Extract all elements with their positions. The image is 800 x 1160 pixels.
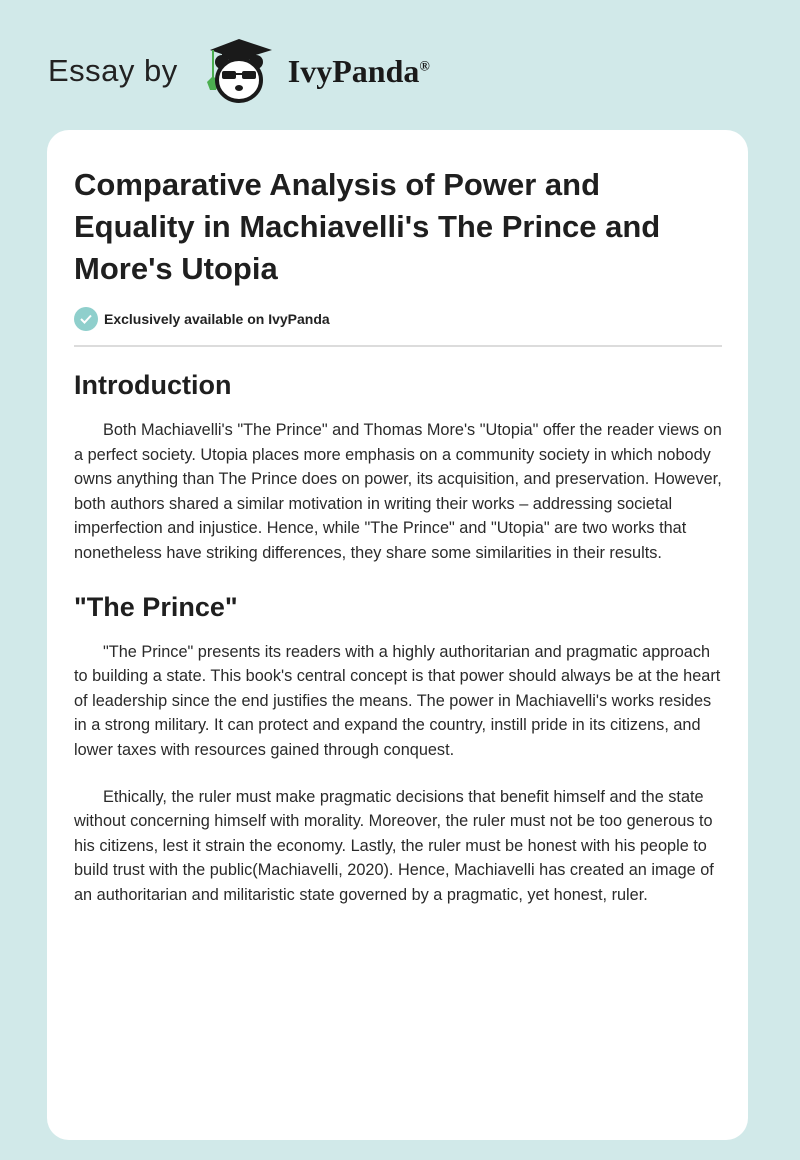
badge-label: Exclusively available on IvyPanda [104, 311, 330, 327]
divider [74, 345, 722, 347]
paragraph: Ethically, the ruler must make pragmatic decisions that benefit himself and the state without concerning himself with morality. Moreover, the ruler must not be too generous to his citizens, lest it strain the economy. Lastly, the ruler must be honest with his people to build trust with the public(Machiavelli, 2020). Hence, Machiavelli has created an image of an authoritarian and militaristic state governed by a pragmatic, yet honest, ruler. [74, 787, 714, 904]
section-heading: "The Prince" [74, 591, 238, 622]
ivypanda-logo-icon [196, 36, 282, 106]
exclusive-badge [74, 307, 330, 331]
essay-title: Comparative Analysis of Power and Equality in Machiavelli's The Prince and More's Utopia [74, 167, 661, 286]
section-heading: Introduction [74, 370, 232, 400]
paragraph: Both Machiavelli's "The Prince" and Thomas More's "Utopia" offer the reader views on a perfect society. Utopia places more emphasis on a community society in which nobody owns anything than The Prince does on power, its acquisition, and preservation. However, both authors shared a similar motivation in writing their works – addressing societal imperfection and injustice. Hence, while "The Prince" and "Utopia" are two works that nonetheless have striking differences, they share some similarities in their results. [74, 421, 722, 562]
essay-body [74, 366, 722, 930]
site-header [48, 36, 430, 106]
paragraph: "The Prince" presents its readers with a highly authoritarian and pragmatic approach to building a state. This book's central concept is that power should always be at the heart of leadership since the end justifies the means. The power in Machiavelli's works resides in a strong military. It can protect and expand the country, instill pride in its citizens, and lower taxes with resources gained through conquest. [74, 642, 721, 759]
essay-card [47, 130, 748, 1140]
brand-name: IvyPanda® [287, 52, 430, 89]
check-circle-icon [74, 307, 98, 331]
essay-by-label: Essay by [48, 53, 178, 88]
